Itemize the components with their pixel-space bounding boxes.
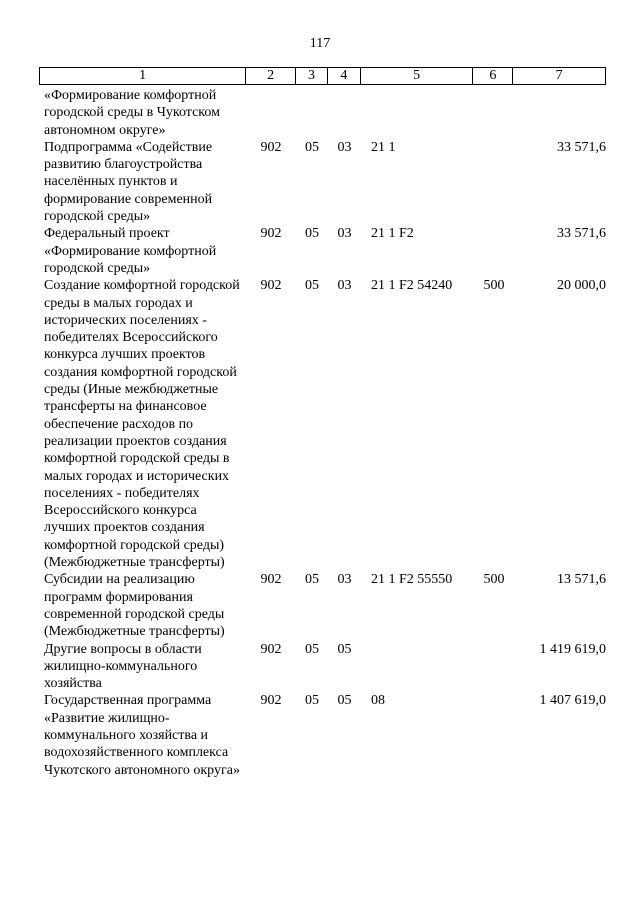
row-name: Государственная программа «Развитие жилищно-коммунального хозяйства и водохозяйственного комплекса Чукотского автономного округа» [44,693,240,778]
row-ministry-code: 902 [260,693,282,709]
row-expense-type [474,641,514,693]
row-amount: 13 571,6 [557,572,606,588]
row-expense-type: 500 [483,278,505,294]
row-target-code [361,641,474,693]
row-expense-type [474,139,514,225]
column-header-5: 5 [361,68,474,84]
row-section-code: 05 [305,641,319,657]
table-row [39,641,606,693]
table-row [39,139,606,225]
table-row [39,692,606,778]
row-subsection-code: 03 [337,226,352,242]
table-row [39,277,606,571]
row-subsection-code [328,87,361,139]
row-subsection-code: 03 [337,572,352,588]
row-amount: 33 571,6 [557,226,606,242]
row-amount: 1 407 619,0 [539,693,606,709]
row-section-code [296,87,328,139]
column-header-2: 2 [246,68,296,84]
row-name: Федеральный проект «Формирование комфортной городской среды» [44,226,217,276]
row-target-code: 21 1 [371,139,396,155]
row-subsection-code: 03 [337,278,352,294]
column-header-6: 6 [473,68,513,84]
row-subsection-code: 03 [337,139,352,155]
row-section-code: 05 [305,226,319,242]
row-ministry-code: 902 [260,226,282,242]
row-target-code: 21 1 F2 54240 [371,278,453,294]
row-name: Подпрограмма «Содействие развитию благоустройства населённых пунктов и формирование современной городской среды» [44,139,213,225]
row-target-code: 21 1 F2 55550 [371,572,453,588]
column-header-4: 4 [328,68,361,84]
table-header [39,67,606,85]
row-name: «Формирование комфортной городской среды в Чукотском автономном округе» [44,88,220,138]
row-expense-type [474,692,514,778]
table-row [39,225,606,277]
column-header-7: 7 [555,68,563,83]
table-row [39,87,606,139]
row-name: Другие вопросы в области жилищно-коммунального хозяйства [44,641,202,692]
row-ministry-code [246,87,296,139]
page-number: 117 [309,36,331,51]
row-amount: 33 571,6 [557,139,606,155]
row-section-code: 05 [305,139,319,155]
row-section-code: 05 [305,693,319,709]
row-name: Субсидии на реализацию программ формирования современной городской среды (Межбюджетные трансферты) [44,572,225,640]
row-target-code [361,87,474,139]
column-header-1: 1 [40,68,246,84]
column-header-3: 3 [296,68,328,84]
table-row [39,571,606,640]
row-ministry-code: 902 [260,572,282,588]
row-amount: 1 419 619,0 [539,641,606,657]
row-subsection-code: 05 [337,693,352,709]
row-section-code: 05 [305,278,319,294]
table-body [39,87,606,779]
row-expense-type [474,225,514,277]
row-amount [514,87,606,139]
row-target-code: 08 [371,693,385,709]
row-expense-type: 500 [483,572,505,588]
row-section-code: 05 [305,572,319,588]
row-subsection-code: 05 [337,641,352,657]
row-ministry-code: 902 [260,139,282,155]
row-expense-type [474,87,514,139]
row-ministry-code: 902 [260,641,282,657]
row-amount: 20 000,0 [557,278,606,294]
row-target-code: 21 1 F2 [371,226,414,242]
row-ministry-code: 902 [260,278,282,294]
row-name: Создание комфортной городской среды в малых городах и исторических поселениях - победителях Всероссийского конкурса лучших проектов создания комфортной городской среды (Иные межбюджетные трансферты на финансовое обеспечение расходов по реализации проектов создания комфортной городской среды в малых городах и исторических поселениях - победителях Всероссийского конкурса лучших проектов создания комфортной городской среды) (Межбюджетные трансферты) [44,278,240,571]
